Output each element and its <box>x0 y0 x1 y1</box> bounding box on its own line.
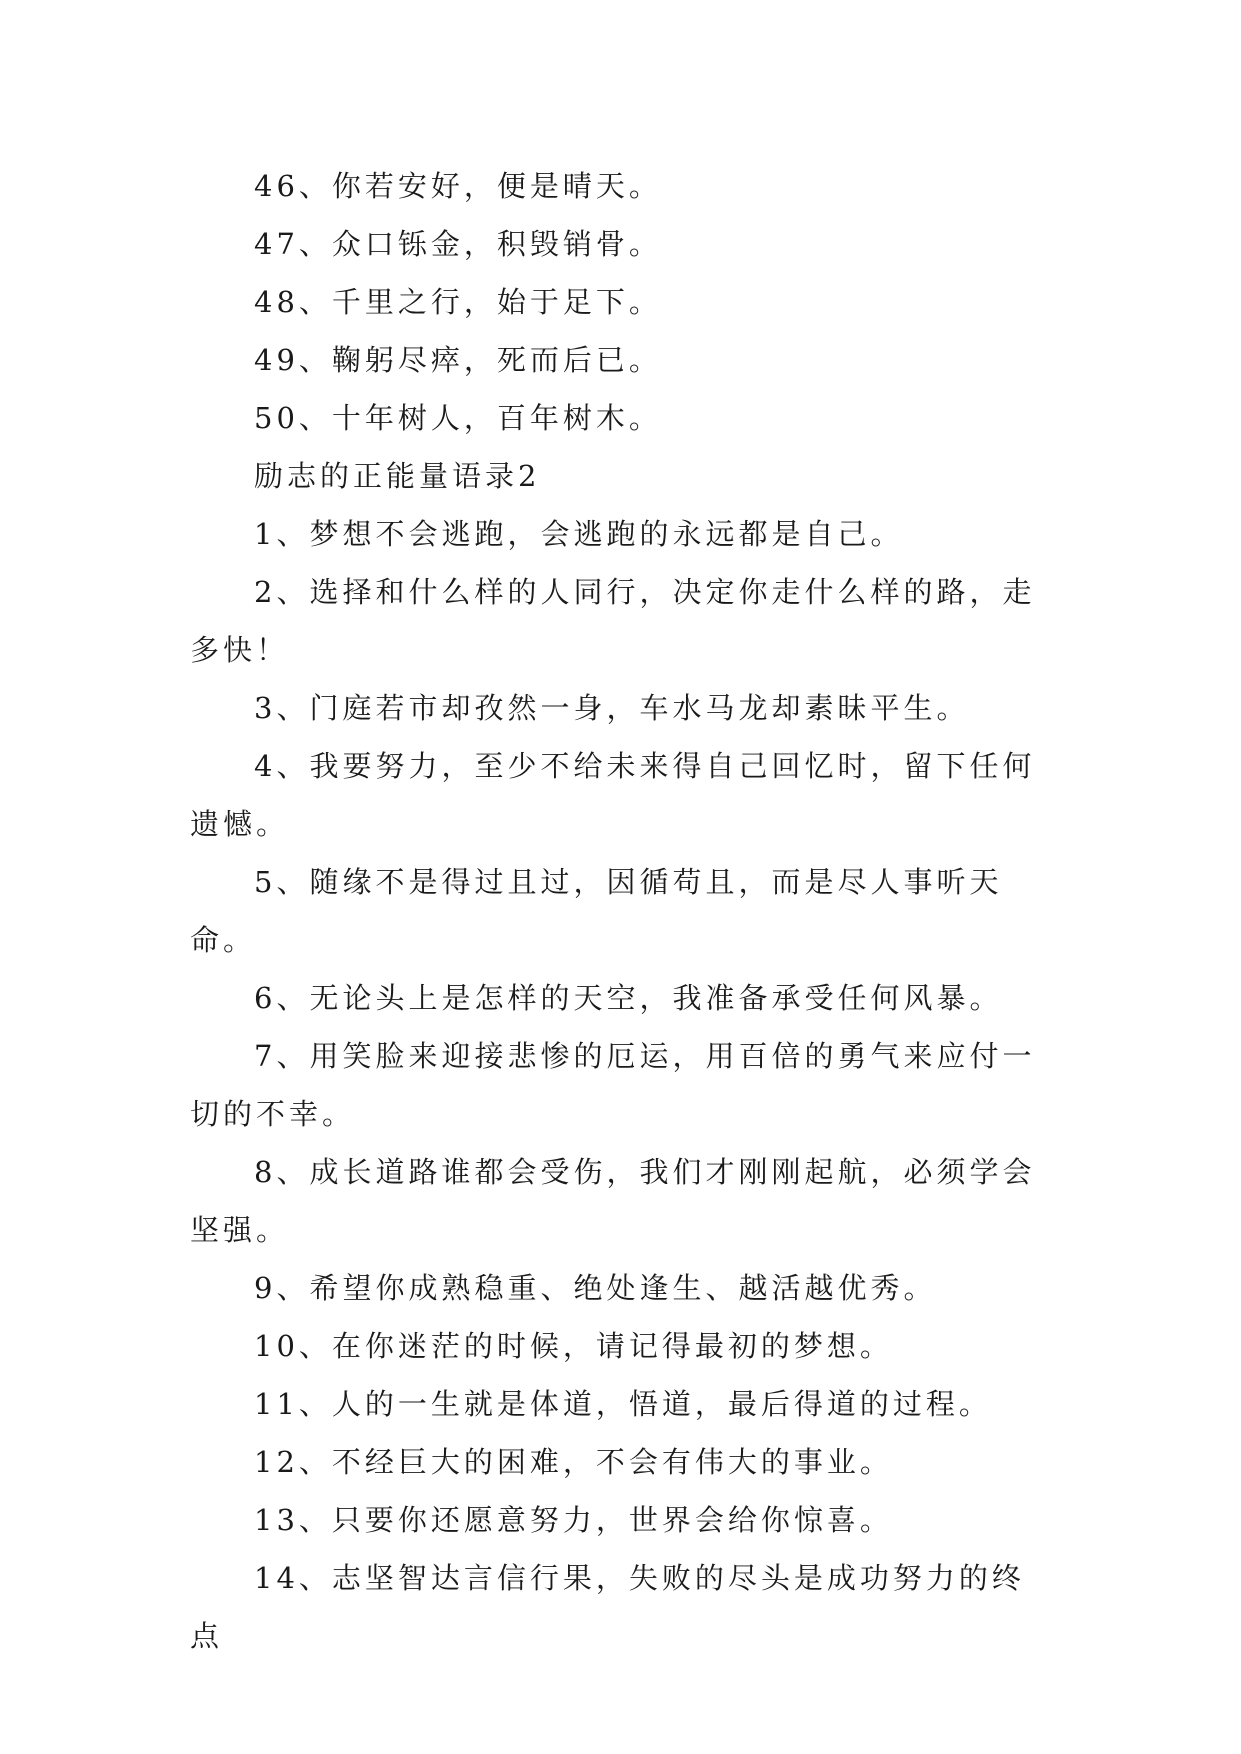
paragraph-50: 50、十年树人，百年树木。 <box>254 401 662 435</box>
paragraph-10: 10、在你迷茫的时候，请记得最初的梦想。 <box>254 1329 893 1363</box>
paragraph-1: 1、梦想不会逃跑，会逃跑的永远都是自己。 <box>254 517 904 551</box>
paragraph-7: 7、用笑脸来迎接悲惨的厄运，用百倍的勇气来应付一切的不幸。 <box>190 1039 1036 1131</box>
paragraph-5: 5、随缘不是得过且过，因循苟且，而是尽人事听天命。 <box>190 865 1003 957</box>
paragraph-3: 3、门庭若市却孜然一身，车水马龙却素昧平生。 <box>254 691 970 725</box>
paragraph-12: 12、不经巨大的困难，不会有伟大的事业。 <box>254 1445 893 1479</box>
paragraph-49: 49、鞠躬尽瘁，死而后已。 <box>254 343 662 377</box>
paragraph-4: 4、我要努力，至少不给未来得自己回忆时，留下任何遗憾。 <box>190 749 1036 841</box>
paragraph-13: 13、只要你还愿意努力，世界会给你惊喜。 <box>254 1503 893 1537</box>
paragraph-14: 14、志坚智达言信行果，失败的尽头是成功努力的终点 <box>190 1561 1025 1653</box>
section-heading: 励志的正能量语录2 <box>254 459 541 493</box>
paragraph-2: 2、选择和什么样的人同行，决定你走什么样的路，走多快！ <box>190 575 1036 667</box>
paragraph-47: 47、众口铄金，积毁销骨。 <box>254 227 662 261</box>
paragraph-8: 8、成长道路谁都会受伤，我们才刚刚起航，必须学会坚强。 <box>190 1155 1036 1247</box>
paragraph-46: 46、你若安好，便是晴天。 <box>254 169 662 203</box>
paragraph-11: 11、人的一生就是体道，悟道，最后得道的过程。 <box>254 1387 992 1421</box>
paragraph-9: 9、希望你成熟稳重、绝处逢生、越活越优秀。 <box>254 1271 937 1305</box>
paragraph-6: 6、无论头上是怎样的天空，我准备承受任何风暴。 <box>254 981 1003 1015</box>
document-body <box>190 157 1050 1665</box>
paragraph-48: 48、千里之行，始于足下。 <box>254 285 662 319</box>
